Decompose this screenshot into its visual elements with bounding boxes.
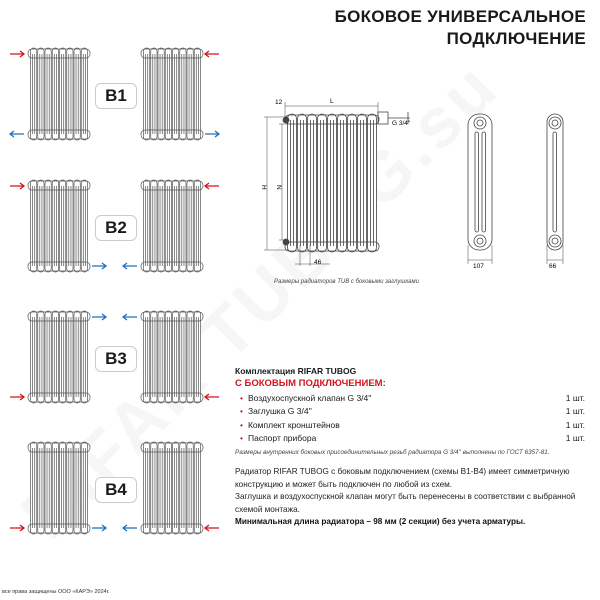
supply-arrow-icon <box>205 51 219 57</box>
dim-12: 12 <box>275 99 283 106</box>
return-arrow-icon <box>123 525 137 531</box>
supply-arrow-icon <box>10 51 24 57</box>
kit-section <box>235 366 585 456</box>
radiator-right <box>141 48 203 140</box>
scheme-label: B3 <box>95 346 137 372</box>
kit-item-name: • Комплект кронштейнов <box>240 420 340 433</box>
return-arrow-icon <box>205 131 219 137</box>
scheme-label: B2 <box>95 215 137 241</box>
return-arrow-icon <box>123 263 137 269</box>
kit-item-qty: 1 шт. <box>565 419 585 430</box>
radiator-left <box>28 48 90 140</box>
radiator-right <box>141 442 203 534</box>
kit-heading: Комплектация RIFAR TUBOG <box>235 366 357 376</box>
return-arrow-icon <box>92 525 106 531</box>
return-arrow-icon <box>92 263 106 269</box>
kit-item-name: • Паспорт прибора <box>240 433 316 446</box>
kit-item <box>235 420 585 433</box>
page-title <box>335 6 586 50</box>
kit-item-name: • Заглушка G 3/4'' <box>240 406 312 419</box>
kit-item-name: • Воздухоспускной клапан G 3/4'' <box>240 393 372 406</box>
copyright: все права защищены ООО «КАРЭ» 2024г. <box>2 589 110 595</box>
dimension-drawing <box>250 90 600 280</box>
description-p2: Заглушка и воздухоспускной клапан могут быть перенесены в соответствии с выбранной схемой монтажа. <box>235 492 576 514</box>
radiator-front-view <box>283 112 410 252</box>
dim-L: L <box>330 98 334 105</box>
kit-item-qty: 1 шт. <box>565 432 585 443</box>
description-p3: Минимальная длина радиатора – 98 мм (2 секции) без учета арматуры. <box>235 517 526 527</box>
dim-N: N <box>275 185 282 190</box>
radiator-right <box>141 311 203 403</box>
kit-item <box>235 433 585 446</box>
kit-item-qty: 1 шт. <box>565 406 585 417</box>
description <box>235 466 585 529</box>
radiator-side-views <box>468 114 563 250</box>
return-arrow-icon <box>10 131 24 137</box>
kit-item <box>235 393 585 406</box>
drawing-caption: Размеры радиаторов TUB с боковыми заглушками <box>274 279 419 285</box>
return-arrow-icon <box>123 314 137 320</box>
title-line-2: ПОДКЛЮЧЕНИЕ <box>446 29 586 48</box>
kit-item <box>235 406 585 419</box>
scheme-label: B4 <box>95 477 137 503</box>
dim-107: 107 <box>473 263 484 270</box>
supply-arrow-icon <box>205 394 219 400</box>
scheme-label: B1 <box>95 83 137 109</box>
kit-note: Размеры внутренних боковых присоединительных резьб радиатора G 3/4'' выполнены по ГОСТ 6357-81. <box>235 449 550 457</box>
radiator-left <box>28 442 90 534</box>
connection-schemes <box>0 0 230 560</box>
supply-arrow-icon <box>205 183 219 189</box>
supply-arrow-icon <box>10 183 24 189</box>
dim-H: H <box>260 185 267 190</box>
kit-subheading: С БОКОВЫМ ПОДКЛЮЧЕНИЕМ: <box>235 378 386 389</box>
return-arrow-icon <box>92 314 106 320</box>
supply-arrow-icon <box>205 525 219 531</box>
dim-66: 66 <box>549 263 557 270</box>
thread-label: G 3/4'' <box>392 120 411 127</box>
radiator-right <box>141 180 203 272</box>
radiator-left <box>28 311 90 403</box>
dim-46: 46 <box>314 259 322 266</box>
radiator-left <box>28 180 90 272</box>
supply-arrow-icon <box>10 394 24 400</box>
description-p1: Радиатор RIFAR TUBOG с боковым подключением (схемы B1-B4) имеет симметричную конструкцию и может быть подключен по любой из схем. <box>235 467 570 489</box>
kit-item-qty: 1 шт. <box>565 393 585 403</box>
title-line-1: БОКОВОЕ УНИВЕРСАЛЬНОЕ <box>334 7 586 26</box>
supply-arrow-icon <box>10 525 24 531</box>
